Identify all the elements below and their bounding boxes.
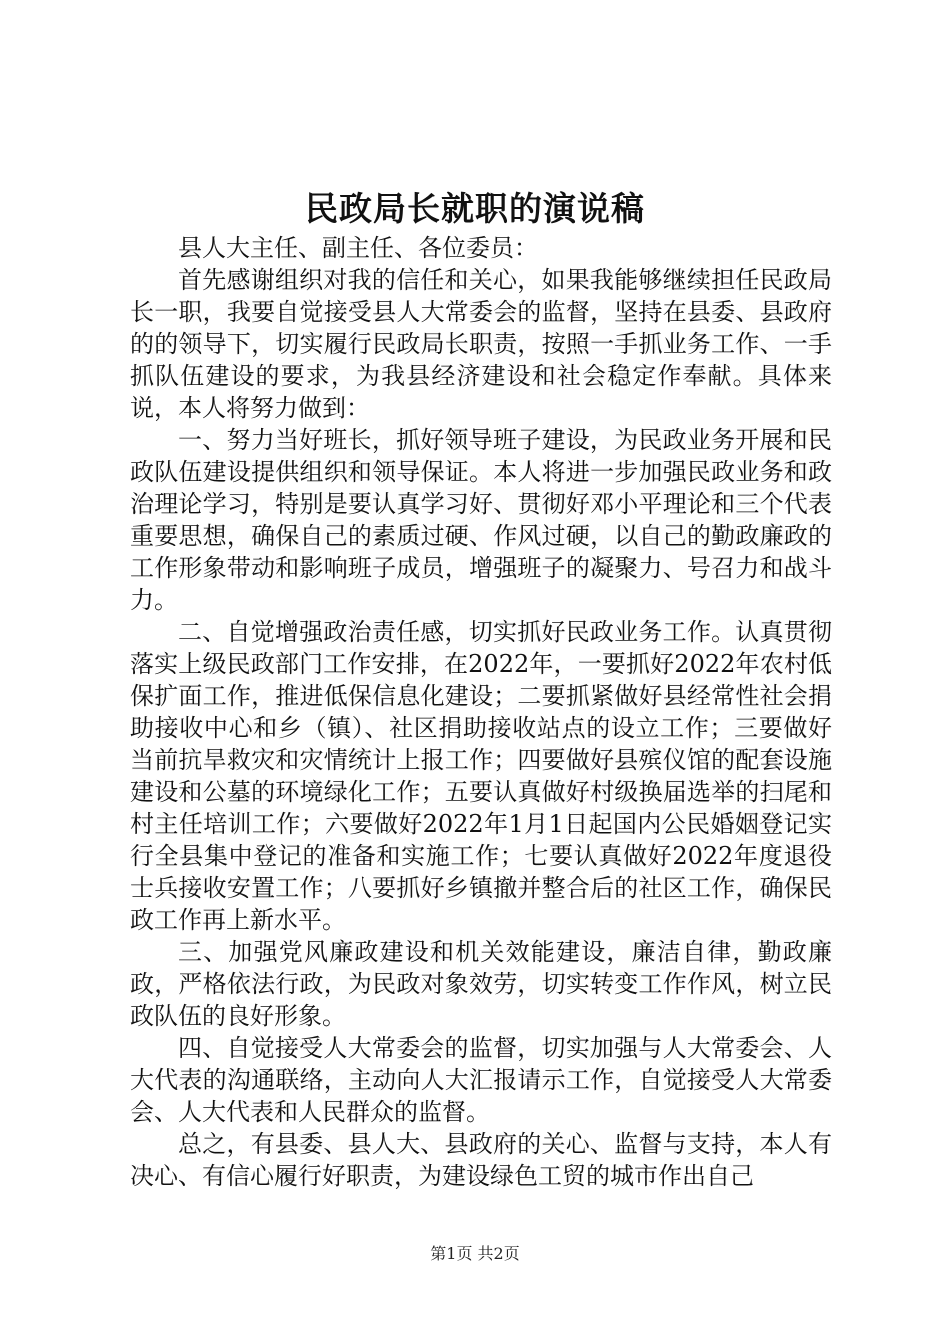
paragraph-conclusion: 总之，有县委、县人大、县政府的关心、监督与支持，本人有决心、有信心履行好职责，为建设绿色工贸的城市作出自己	[130, 1130, 832, 1190]
salutation: 县人大主任、副主任、各位委员：	[178, 234, 538, 262]
paragraph-point-1: 一、努力当好班长，抓好领导班子建设，为民政业务开展和民政队伍建设提供组织和领导保证。本人将进一步加强民政业务和政治理论学习，特别是要认真学习好、贯彻好邓小平理论和三个代表重要思想，确保自己的素质过硬、作风过硬，以自己的勤政廉政的工作形象带动和影响班子成员，增强班子的凝聚力、号召力和战斗力。	[130, 426, 832, 614]
paragraph-point-3: 三、加强党风廉政建设和机关效能建设，廉洁自律，勤政廉政，严格依法行政，为民政对象效劳，切实转变工作作风，树立民政队伍的良好形象。	[130, 938, 832, 1030]
paragraph-point-4: 四、自觉接受人大常委会的监督，切实加强与人大常委会、人大代表的沟通联络，主动向人大汇报请示工作，自觉接受人大常委会、人大代表和人民群众的监督。	[130, 1034, 832, 1126]
paragraph-point-2: 二、自觉增强政治责任感，切实抓好民政业务工作。认真贯彻落实上级民政部门工作安排，在2022年，一要抓好2022年农村低保扩面工作，推进低保信息化建设；二要抓紧做好县经常性社会捐助接收中心和乡（镇）、社区捐助接收站点的设立工作；三要做好当前抗旱救灾和灾情统计上报工作；四要做好县殡仪馆的配套设施建设和公墓的环境绿化工作；五要认真做好村级换届选举的扫尾和村主任培训工作；六要做好2022年1月1日起国内公民婚姻登记实行全县集中登记的准备和实施工作；七要认真做好2022年度退役士兵接收安置工作；八要抓好乡镇撤并整合后的社区工作，确保民政工作再上新水平。	[130, 618, 832, 934]
document-title: 民政局长就职的演说稿	[305, 189, 645, 228]
paragraph-intro: 首先感谢组织对我的信任和关心，如果我能够继续担任民政局长一职，我要自觉接受县人大常委会的监督，坚持在县委、县政府的的领导下，切实履行民政局长职责，按照一手抓业务工作、一手抓队伍建设的要求，为我县经济建设和社会稳定作奉献。具体来说，本人将努力做到：	[130, 266, 832, 422]
page-indicator: 第1页 共2页	[430, 1244, 520, 1263]
document-body	[130, 232, 832, 1192]
